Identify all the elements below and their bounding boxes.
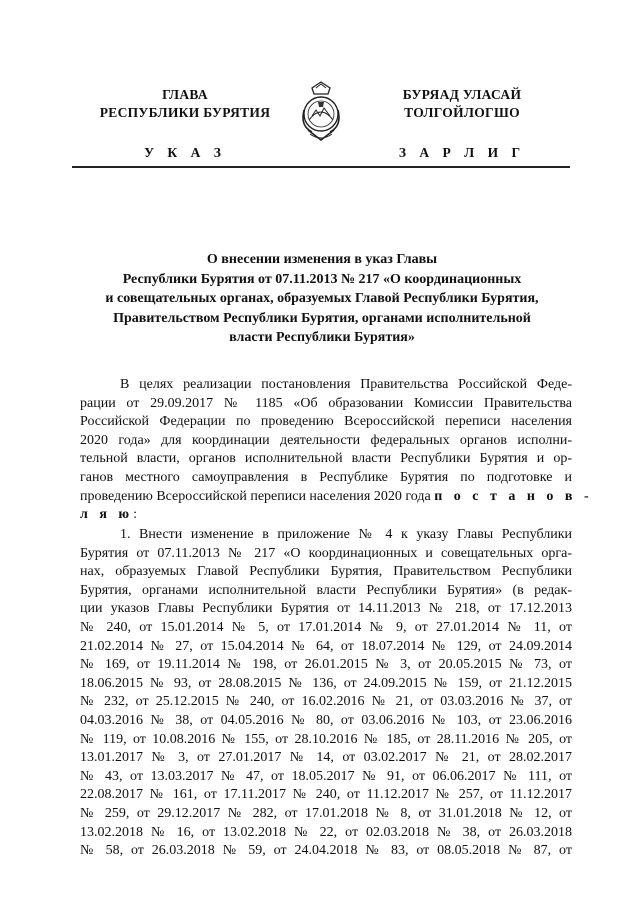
coat-of-arms-icon [296, 80, 346, 144]
resolve-word-colon: : [133, 507, 138, 523]
preamble-line: тельной власти, органов исполнительной власти Республики Бурятия и ор- [80, 451, 572, 467]
preamble-line: 2020 года» для координации деятельности федеральных органов исполни- [80, 432, 572, 448]
item-1-line: № 232, от 25.12.2015 № 240, от 16.02.2016 № 21, от 03.03.2016 № 37, от [80, 694, 572, 710]
right-title-line2: ТОЛГОЙЛОГШО [404, 105, 520, 120]
item-1-line: 22.08.2017 № 161, от 17.11.2017 № 240, от 11.12.2017 № 257, от 11.12.2017 [80, 787, 572, 803]
item-1-line: № 119, от 10.08.2016 № 155, от 28.10.2016 № 185, от 28.11.2016 № 205, от [80, 731, 572, 747]
preamble-line: Российской Федерации по проведению Всероссийской переписи населения [80, 414, 572, 430]
item-1-line: 21.02.2014 № 27, от 15.04.2014 № 64, от 18.07.2014 № 129, от 24.09.2014 [80, 638, 572, 654]
item-1-line: 18.06.2015 № 93, от 28.08.2015 № 136, от 24.09.2015 № 159, от 21.12.2015 [80, 675, 572, 691]
preamble-line: рации от 29.09.2017 № 1185 «Об образовании Комиссии Правительства [80, 395, 572, 411]
resolve-word-part1: п о с т а н о в - [434, 488, 593, 504]
preamble-line: ганов местного самоуправления в Республике Бурятия по подготовке и [80, 469, 572, 485]
right-title-line1: БУРЯАД УЛАСАЙ [402, 87, 522, 102]
item-1-line: № 259, от 29.12.2017 № 282, от 17.01.2018 № 8, от 31.01.2018 № 12, от [80, 805, 572, 821]
right-doc-type: З А Р Л И Г [398, 145, 526, 160]
preamble-line [80, 506, 572, 525]
preamble-line7-text: проведению Всероссийской переписи населения 2020 года [80, 488, 431, 504]
item-1-line: № 58, от 26.03.2018 № 59, от 24.04.2018 № 83, от 08.05.2018 № 87, от [80, 843, 572, 859]
item-1-line: 13.01.2017 № 3, от 27.01.2017 № 14, от 03.02.2017 № 21, от 28.02.2017 [80, 750, 572, 766]
title-line: Правительством Республики Бурятия, органами исполнительной [113, 310, 531, 326]
item-1-line: 1. Внести изменение в приложение № 4 к указу Главы Республики [120, 527, 572, 542]
resolve-word-part2: л я ю [80, 507, 134, 523]
item-1-line: № 240, от 15.01.2014 № 5, от 17.01.2014 № 9, от 27.01.2014 № 11, от [80, 619, 572, 635]
left-doc-type: У К А З [144, 145, 226, 160]
item-1-line: нах, образуемых Главой Республики Бурятия, Правительством Республики [80, 564, 572, 580]
item-1-paragraph [80, 526, 572, 861]
item-1-line: № 169, от 19.11.2014 № 198, от 26.01.2015 № 3, от 20.05.2015 № 73, от [80, 657, 572, 673]
header-right [362, 86, 562, 162]
title-line: Республики Бурятия от 07.11.2013 № 217 «О координационных [122, 271, 522, 287]
item-1-line: Бурятия от 07.11.2013 № 217 «О координационных и совещательных орга- [80, 545, 572, 561]
item-1-line: 13.02.2018 № 16, от 13.02.2018 № 22, от 02.03.2018 № 38, от 26.03.2018 [80, 824, 572, 840]
item-1-line: № 43, от 13.03.2017 № 47, от 18.05.2017 № 91, от 06.06.2017 № 111, от [80, 768, 572, 784]
item-1-line: ции указов Главы Республики Бурятия от 14.11.2013 № 218, от 17.12.2013 [80, 601, 572, 617]
left-title-line1: ГЛАВА [162, 87, 208, 102]
title-line: и совещательных органах, образуемых Главой Республики Бурятия, [105, 291, 539, 307]
title-line: О внесении изменения в указ Главы [206, 252, 438, 267]
header-left [80, 86, 290, 162]
item-1-line: 04.03.2016 № 38, от 04.05.2016 № 80, от 03.06.2016 № 103, от 23.06.2016 [80, 712, 572, 728]
document-title [80, 250, 564, 348]
item-1-line: Бурятия, органами исполнительной власти Республики Бурятия» (в редак- [80, 582, 572, 598]
preamble-line: В целях реализации постановления Правительства Российской Феде- [120, 377, 572, 392]
preamble-line [80, 488, 593, 507]
header-divider [72, 166, 570, 168]
preamble-paragraph [80, 376, 593, 525]
title-line: власти Республики Бурятия» [229, 330, 415, 346]
left-title-line2: РЕСПУБЛИКИ БУРЯТИЯ [99, 105, 271, 120]
